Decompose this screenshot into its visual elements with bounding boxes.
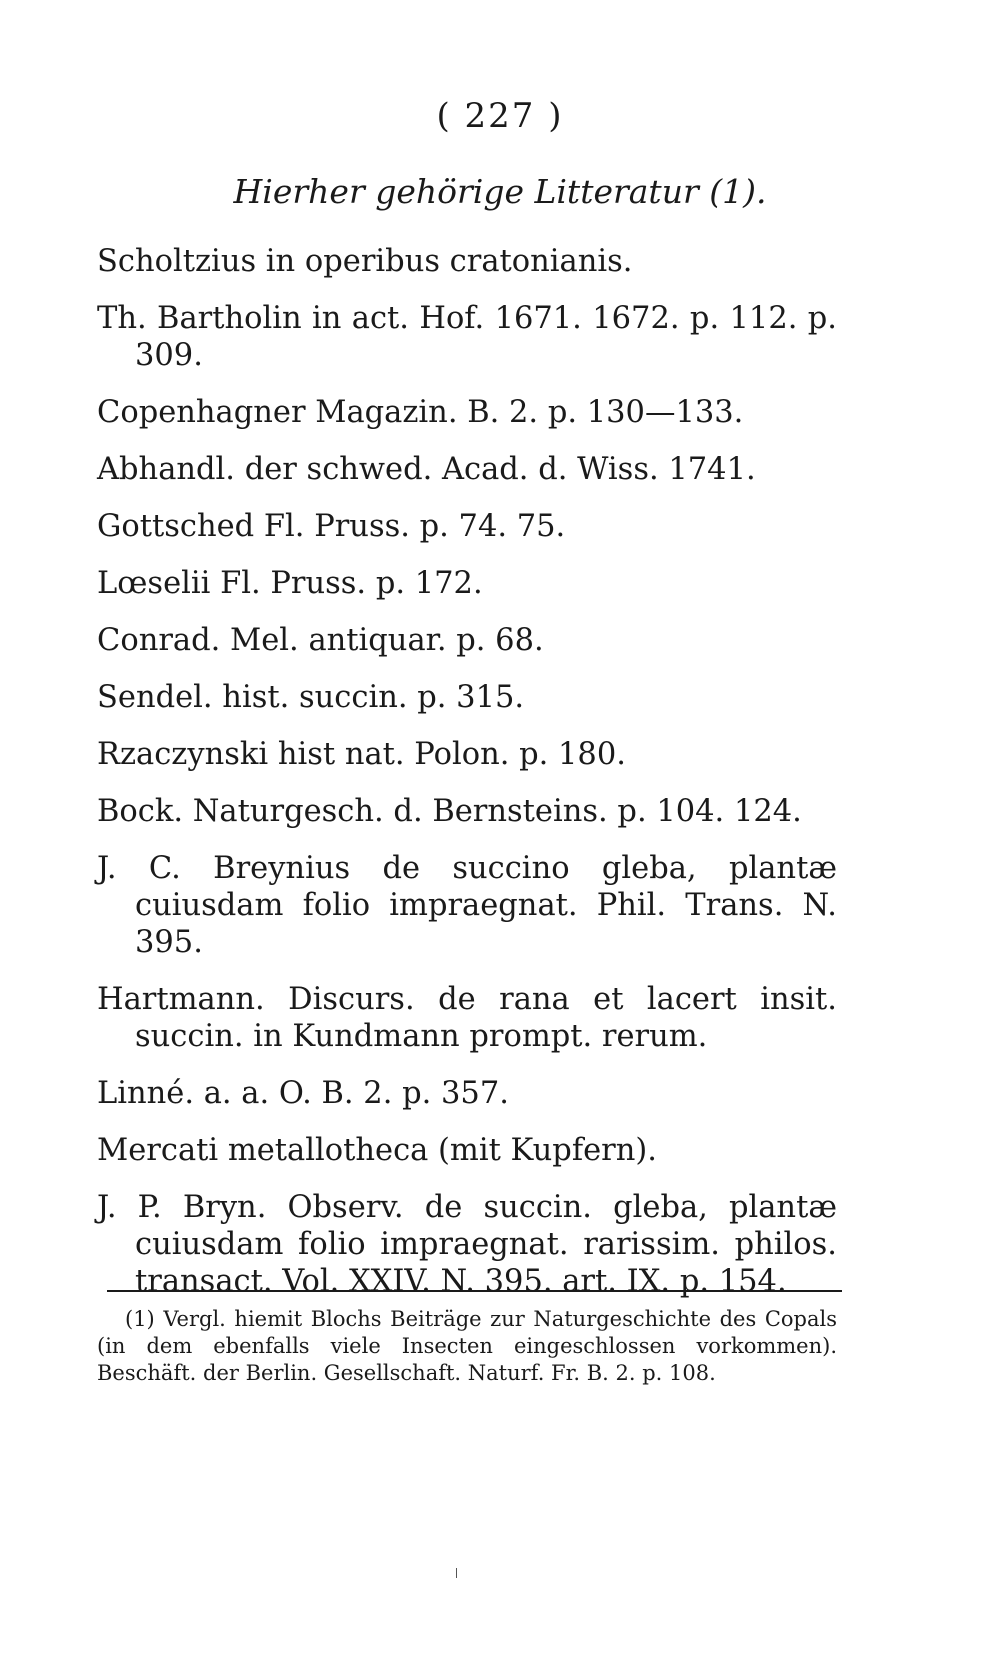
literature-entry: Mercati metallotheca (mit Kupfern). — [97, 1133, 657, 1168]
literature-entry: Gottsched Fl. Pruss. p. 74. 75. — [97, 509, 566, 544]
literature-entry: Hartmann. Discurs. de rana et lacert insit. succin. in Kundmann prompt. rerum. — [97, 982, 837, 1054]
section-heading: Hierher gehörige Litteratur (1). — [233, 172, 767, 211]
literature-entry: Abhandl. der schwed. Acad. d. Wiss. 1741. — [97, 452, 756, 487]
page-number: ( 227 ) — [436, 96, 564, 136]
footnote-divider — [107, 1290, 842, 1292]
literature-entry: J. P. Bryn. Observ. de succin. gleba, plantæ cuiusdam folio impraegnat. rarissim. philos. transact. Vol. XXIV. N. 395. art. IX. p. 154. — [97, 1190, 837, 1299]
literature-entry: Copenhagner Magazin. B. 2. p. 130—133. — [97, 395, 744, 430]
literature-entry: Lœselii Fl. Pruss. p. 172. — [97, 566, 483, 601]
footnote: (1) Vergl. hiemit Blochs Beiträge zur Naturgeschichte des Copals (in dem ebenfalls viele Insecten eingeschlossen vorkommen). Beschäft. der Berlin. Gesellschaft. Naturf. Fr. B. 2. p. 108. — [97, 1307, 837, 1385]
literature-entry: Th. Bartholin in act. Hof. 1671. 1672. p. 112. p. 309. — [97, 301, 837, 373]
literature-entry: Scholtzius in operibus cratonianis. — [97, 244, 633, 279]
literature-entry: Rzaczynski hist nat. Polon. p. 180. — [97, 737, 626, 772]
literature-entry: Sendel. hist. succin. p. 315. — [97, 680, 525, 715]
literature-list — [97, 243, 837, 1318]
printer-mark — [456, 1568, 457, 1578]
literature-entry: Bock. Naturgesch. d. Bernsteins. p. 104. 124. — [97, 794, 802, 829]
literature-entry: Linné. a. a. O. B. 2. p. 357. — [97, 1076, 509, 1111]
literature-entry: Conrad. Mel. antiquar. p. 68. — [97, 623, 544, 658]
literature-entry: J. C. Breynius de succino gleba, plantæ cuiusdam folio impraegnat. Phil. Trans. N. 395. — [97, 851, 837, 960]
